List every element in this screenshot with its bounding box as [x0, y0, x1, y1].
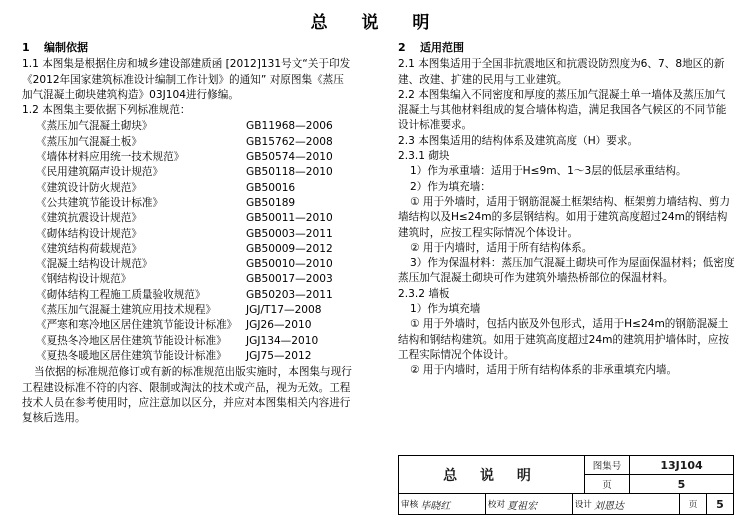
signature-reviewer-value: 毕晓红: [420, 500, 451, 512]
standard-code: GB50574—2010: [246, 151, 333, 164]
standard-code: GB15762—2008: [246, 135, 333, 148]
standard-row: [22, 227, 354, 242]
standard-row: [22, 303, 354, 318]
left-column: [22, 40, 354, 426]
atlas-number-row: [585, 456, 733, 475]
standard-name: 《蒸压加气混凝土板》: [36, 135, 142, 148]
paragraph-2-3-2: 2.3.2 墙板: [398, 287, 450, 300]
item-2-3-2-1-b: ② 用于内墙时，适用于所有结构体系的非承重填充内墙。: [410, 364, 678, 377]
item-2-3-1-1: 1）作为承重墙：适用于H≤9m、1～3层的低层承重结构。: [410, 165, 687, 178]
paragraph-2-3: 2.3 本图集适用的结构体系及建筑高度（H）要求。: [398, 134, 639, 147]
signature-designer-label: 设计: [574, 500, 592, 510]
standard-row: [22, 135, 354, 150]
page-number-label: 页: [585, 475, 630, 493]
standard-code: JGJ75—2012: [246, 349, 312, 362]
standard-name: 《墙体材料应用统一技术规范》: [36, 151, 185, 164]
signature-reviewer-label: 审核: [401, 500, 419, 510]
item-2-3-1-2-b: ② 用于内墙时，适用于所有结构体系。: [410, 241, 593, 254]
standards-list: [22, 119, 354, 364]
standard-row: [22, 165, 354, 180]
standard-code: GB50016: [246, 181, 296, 194]
title-block-signatures: [399, 494, 733, 514]
paragraph-2-2: 2.2 本图集编入不同密度和厚度的蒸压加气混凝土单一墙体及蒸压加气混凝土与其他材料组成的复合墙体构造，满足我国各气候区的不同节能设计标准要求。: [398, 88, 727, 132]
standard-code: GB50010—2010: [246, 258, 333, 271]
standard-code: GB50118—2010: [246, 166, 333, 179]
standard-row: [22, 181, 354, 196]
standard-name: 《钢结构设计规范》: [36, 273, 132, 286]
standard-name: 《夏热冬暖地区居住建筑节能设计标准》: [36, 349, 227, 362]
page-number-row: [585, 475, 733, 493]
paragraph-1-1: 1.1 本图集是根据住房和城乡建设部建质函 [2012]131号文“关于印发《2012年国家建筑标准设计编制工作计划》的通知” 对原图集《蒸压加气混凝土砌块建筑构造》03J104进行修编。: [22, 58, 351, 101]
item-2-3-1-2: 2）作为填充墙：: [410, 180, 491, 193]
standard-code: JGJ/T17—2008: [246, 304, 322, 317]
standard-name: 《公共建筑节能设计标准》: [36, 196, 164, 209]
standard-name: 《蒸压加气混凝土建筑应用技术规程》: [36, 304, 217, 317]
signature-designer: [573, 494, 680, 514]
section-2-heading: [398, 40, 736, 55]
item-2-3-1-3: 3）作为保温材料：蒸压加气混凝土砌块可作为屋面保温材料；低密度蒸压加气混凝土砌块可作为建筑外墙热桥部位的保温材料。: [398, 257, 735, 285]
signature-designer-value: 刘恩达: [593, 500, 624, 512]
standard-name: 《夏热冬冷地区居住建筑节能设计标准》: [36, 334, 227, 347]
section-2-title: 适用范围: [420, 41, 464, 54]
standard-row: [22, 349, 354, 364]
standard-code: GB11968—2006: [246, 120, 333, 133]
section-2-number: 2: [398, 41, 406, 54]
standard-name: 《建筑结构荷载规范》: [36, 242, 142, 255]
title-block-sheet-name: 总 说 明: [399, 456, 585, 493]
item-2-3-2-1: 1）作为填充墙: [410, 303, 481, 316]
paragraph-1-2: 1.2 本图集主要依据下列标准规范：: [22, 104, 191, 117]
paragraph-2-1: 2.1 本图集适用于全国非抗震地区和抗震设防烈度为6、7、8地区的新建、改建、扩建的民用与工业建筑。: [398, 58, 725, 86]
item-2-3-1-2-a: ① 用于外墙时，适用于钢筋混凝土框架结构、框架剪力墙结构、剪力墙结构以及H≤24m的多层钢结构。如用于建筑高度超过24m的钢结构建筑时，应按工程实际情况个体设计。: [398, 195, 731, 239]
standard-row: [22, 119, 354, 134]
standard-name: 《砌体结构设计规范》: [36, 227, 142, 240]
standard-code: GB50009—2012: [246, 242, 333, 255]
signature-checker-label: 校对: [487, 500, 506, 510]
page-title: 总 说 明: [310, 13, 444, 33]
standard-row: [22, 242, 354, 257]
right-column: [398, 40, 736, 379]
standard-row: [22, 272, 354, 287]
standard-code: GB50189: [246, 196, 296, 209]
standard-code: GB50017—2003: [246, 273, 333, 286]
atlas-number-value: 13J104: [660, 458, 703, 472]
paragraph-2-3-1: 2.3.1 砌块: [398, 150, 450, 163]
item-2-3-2-1-a: ① 用于外墙时，包括内嵌及外包形式，适用于H≤24m的钢筋混凝土结构和钢结构建筑。如用于建筑高度超过24m的建筑用护墙体时，应按工程实际情况个体设计。: [398, 318, 730, 361]
standard-code: JGJ26—2010: [246, 319, 312, 332]
standard-code: GB50003—2011: [246, 227, 333, 240]
section-1-heading: [22, 40, 354, 55]
standard-row: [22, 150, 354, 165]
standard-row: [22, 257, 354, 272]
signature-checker: [486, 494, 573, 514]
standard-row: [22, 334, 354, 349]
page-number-value: 5: [677, 477, 686, 491]
standard-row: [22, 318, 354, 333]
standard-name: 《建筑抗震设计规范》: [36, 212, 142, 225]
standard-name: 《民用建筑隔声设计规范》: [36, 166, 164, 179]
section-1-title: 编制依据: [44, 41, 88, 54]
atlas-number-label: 图集号: [585, 456, 630, 474]
standard-name: 《蒸压加气混凝土砌块》: [36, 120, 153, 133]
standard-row: [22, 288, 354, 303]
signature-checker-value: 夏祖宏: [507, 500, 538, 512]
standard-code: JGJ134—2010: [246, 334, 319, 347]
standard-name: 《混凝土结构设计规范》: [36, 258, 153, 271]
section-1-number: 1: [22, 41, 30, 54]
footer-page-number: 5: [706, 494, 733, 514]
title-block-top: [399, 456, 733, 494]
title-block-meta: [585, 456, 733, 493]
standard-row: [22, 196, 354, 211]
title-block: [398, 455, 734, 515]
footer-page-label: 页: [688, 500, 698, 510]
standard-name: 《建筑设计防火规范》: [36, 181, 142, 194]
standard-row: [22, 211, 354, 226]
closing-paragraph: 当依据的标准规范修订或有新的标准规范出版实施时，本图集与现行工程建设标准不符的内容、限制或淘汰的技术或产品，视为无效。工程技术人员在参考使用时，应注意加以区分，并应对本图集相关内容进行复核后选用。: [22, 366, 352, 425]
standard-name: 《严寒和寒冷地区居住建筑节能设计标准》: [36, 319, 238, 332]
standard-code: GB50011—2010: [246, 212, 333, 225]
standard-code: GB50203—2011: [246, 288, 333, 301]
standard-name: 《砌体结构工程施工质量验收规范》: [36, 288, 206, 301]
signature-reviewer: [399, 494, 486, 514]
